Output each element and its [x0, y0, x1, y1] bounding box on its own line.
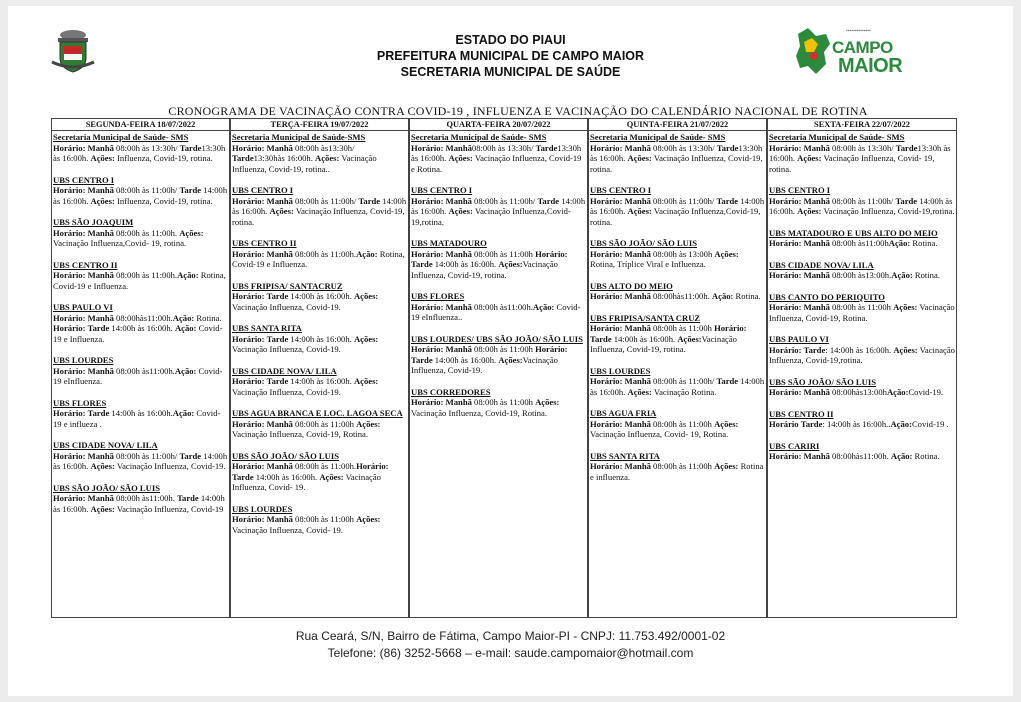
- unit-schedule: Horário: Tarde: 14:00h às 16:00h. Ações: Vacinação Influenza, Covid-19,rotina.: [769, 344, 955, 365]
- unit-name: UBS PAULO VI: [53, 302, 113, 312]
- unit-name: UBS SÃO JOÃO/ SÃO LUIS: [232, 450, 339, 461]
- unit-schedule: Horário: Manhã 08:00h às 11:00h/ Tarde 14:00h às 16:00h. Ações: Influenza, Covid-19, rotina.: [53, 185, 228, 206]
- unit-schedule: Horário: Manhã 08:00hàs11:00h. Ação: Rotina.: [769, 451, 940, 461]
- unit-entry: [232, 185, 407, 227]
- unit-name: UBS LOURDES: [232, 503, 293, 514]
- unit-entry: [232, 132, 407, 174]
- unit-schedule: Horário: Manhã 08:00h às 11:00h.Ação: Rotina, Covid-19 e Influenza.: [53, 270, 226, 291]
- unit-schedule: Horário: Manhã 08:00h às 11:00h Horário: Tarde 14:00h às 16:00h. Ações:Vacinação Influenza, Covid-19.: [411, 344, 568, 375]
- day-body: [231, 131, 408, 535]
- unit-entry: [769, 292, 955, 324]
- unit-schedule: Horário: Manhã 08:00hàs11:00h. Ação: Rotina.: [590, 291, 761, 301]
- unit-name: UBS MATADOURO: [411, 238, 487, 248]
- schedule-table: [51, 118, 957, 618]
- unit-entry: [590, 132, 765, 174]
- unit-schedule: Horário: Manhã 08:00h às11:00h.Ação: Covid- 19 eInfluenza.: [53, 365, 223, 386]
- unit-entry: [769, 377, 955, 398]
- unit-name: UBS CENTRO I: [232, 185, 294, 195]
- unit-name: UBS SÃO JOAQUIM: [53, 217, 134, 227]
- unit-schedule: Horário: Tarde 14:00h às 16:00h. Ações: Vacinação Influenza, Covid-19.: [232, 376, 379, 397]
- unit-entry: [53, 132, 228, 164]
- unit-schedule: Horário: Manhã 08:00hàs11:00h.Ação: Rotina. Horário: Tarde 14:00h às 16:00h. Ação: Covid-19 e Influenza.: [53, 312, 223, 344]
- unit-name: UBS CIDADE NOVA/ LILA: [769, 259, 874, 270]
- day-column: [230, 118, 409, 618]
- unit-entry: [769, 441, 955, 462]
- unit-entry: [769, 409, 955, 430]
- unit-name: UBS CENTRO I: [769, 185, 831, 195]
- unit-schedule: Horário: Manhã 08:00h às 11:00h/ Tarde 14:00h às 16:00h. Ações: Vacinação Influenza,Covid-19,rotina.: [411, 195, 586, 227]
- unit-name: UBS CENTRO I: [411, 185, 473, 195]
- unit-entry: [590, 185, 765, 227]
- unit-name: UBS CENTRO II: [769, 408, 834, 419]
- unit-schedule: Horário: Manhã 08:00h às 13:30h/ Tarde13:30h às 16:00h. Ações: Vacinação Influenza, Covid- 19, rotina.: [769, 142, 951, 174]
- unit-schedule: Horário: Tarde 14:00h às 16:00h. Ações: Vacinação Influenza, Covid-19.: [232, 333, 379, 354]
- unit-schedule: Horário: Manhã 08:00h às 13:00h Ações: Rotina, Tríplice Viral e Influenza.: [590, 248, 739, 269]
- unit-name: UBS SÃO JOÃO/ SÃO LUIS: [769, 376, 876, 387]
- logo-word-maior: MAIOR: [838, 55, 903, 77]
- unit-entry: [590, 451, 765, 483]
- unit-schedule: Horário Tarde: 14:00h às 16:00h..Ação:Covid-19 .: [769, 419, 949, 429]
- unit-name: UBS CENTRO I: [590, 185, 652, 195]
- unit-name: UBS CENTRO II: [53, 259, 118, 270]
- document-page: [8, 6, 1013, 696]
- unit-name: UBS FRIPISA/SANTA CRUZ: [590, 312, 701, 323]
- unit-name: UBS CIDADE NOVA/ LILA: [53, 440, 158, 450]
- unit-entry: [769, 185, 955, 217]
- unit-name: UBS AGUA BRANCA E LOC. LAGOA SECA: [232, 408, 403, 418]
- unit-name: UBS MATADOURO E UBS ALTO DO MEIO: [769, 227, 938, 238]
- unit-name: UBS SANTA RITA: [232, 323, 302, 333]
- day-header: QUARTA-FEIRA 20/07/2022: [410, 119, 587, 131]
- unit-name: UBS CARIRI: [769, 440, 820, 451]
- unit-entry: [590, 313, 765, 355]
- unit-schedule: Horário: Manhã 08:00h às 13:30h/ Tarde13:30h às 16:00h. Ações: Vacinação Influenza, Covid-19, rotina.: [590, 142, 763, 174]
- unit-schedule: Horário: Manhã 08:00h às 11:00h/ Tarde 14:00h às 16:00h. Ações: Vacinação Influenza, Covid-19,rotina.: [769, 195, 955, 216]
- day-header: SEGUNDA-FEIRA 18/07/2022: [52, 119, 229, 131]
- unit-schedule: Horário: Manhã 08:00h às 11:00h Horário: Tarde 14:00h às 16:00h. Ações:Vacinação Influenza, Covid-19, rotina.: [590, 323, 747, 354]
- logo-tagline: ▪▪▪▪▪▪▪▪▪▪▪▪▪▪: [846, 28, 871, 34]
- unit-name: UBS LOURDES: [590, 365, 651, 376]
- map-shape-icon: [790, 24, 836, 82]
- unit-name: UBS FLORES: [53, 397, 107, 408]
- unit-entry: [769, 228, 955, 249]
- unit-schedule: Horário: Manhã 08:00h às 11:00h. Ações: Vacinação Influenza,Covid- 19, rotina.: [53, 227, 204, 248]
- day-body: [52, 131, 229, 514]
- unit-entry: [411, 185, 586, 227]
- unit-schedule: Horário: Manhã 08:00h às 11:00h Ações: Vacinação Influenza, Covid-19, Rotina.: [411, 397, 560, 418]
- day-column: [409, 118, 588, 618]
- header-secretariat: SECRETARIA MUNICIPAL DE SAÚDE: [400, 65, 621, 79]
- unit-entry: [53, 440, 228, 472]
- unit-name: UBS FRIPISA/ SANTACRUZ: [232, 280, 343, 291]
- unit-entry: [232, 408, 407, 440]
- unit-entry: [53, 217, 228, 249]
- unit-name: Secretaria Municipal de Saúde- SMS: [590, 132, 726, 142]
- unit-name: UBS CIDADE NOVA/ LILA: [232, 365, 337, 376]
- unit-entry: [590, 238, 765, 270]
- schedule-title: CRONOGRAMA DE VACINAÇÃO CONTRA COVID-19 , INFLUENZA E VACINAÇÃO DO CALENDÁRIO NACIONAL DE ROTINA: [168, 104, 868, 118]
- day-column: [588, 118, 767, 618]
- day-header: TERÇA-FEIRA 19/07/2022: [231, 119, 408, 131]
- unit-name: UBS AGUA FRIA: [590, 408, 657, 418]
- unit-entry: [232, 323, 407, 355]
- day-body: [768, 131, 956, 462]
- unit-schedule: Horário: Manhã 08:00hàs13:00hAção:Covid-19.: [769, 387, 944, 397]
- unit-schedule: Horário: Manhã 08:00h às 11:00h/ Tarde 14:00h às 16:00h. Ações: Vacinação Influenza, Covid-19.: [53, 450, 228, 471]
- unit-entry: [411, 291, 586, 323]
- unit-schedule: Horário: Manhã 08:00h às 11:00h/ Tarde 14:00h às 16:00h. Ações: Vacinação Influenza,Covid-19, rotina.: [590, 195, 765, 227]
- unit-schedule: Horário: Manhã 08:00h às 11:00h Horário: Tarde 14:00h às 16:00h. Ações:Vacinação Influenza, Covid-19, rotina.: [411, 248, 568, 280]
- campo-maior-logo: [790, 24, 910, 82]
- unit-schedule: Horário: Manhã 08:00h às11:00hAção: Rotina.: [769, 238, 938, 248]
- unit-name: Secretaria Municipal de Saúde- SMS: [53, 132, 189, 142]
- unit-name: UBS SÃO JOÃO/ SÃO LUIS: [590, 238, 697, 248]
- unit-entry: [53, 483, 228, 515]
- unit-name: UBS CORREDORES: [411, 386, 491, 397]
- unit-entry: [411, 238, 586, 280]
- unit-name: UBS CENTRO I: [53, 174, 115, 185]
- unit-schedule: Horário: Manhã 08:00h às 11:00h Ações: Vacinação Influenza, Covid-19, Rotina.: [769, 302, 955, 323]
- unit-name: UBS LOURDES: [53, 355, 114, 365]
- unit-entry: [232, 238, 407, 270]
- unit-schedule: Horário: Manhã 08:00h às13:30h/ Tarde13:30hàs 16:00h. Ações: Vacinação Influenza, Covid-19, rotina..: [232, 142, 377, 174]
- header-state: ESTADO DO PIAUI: [455, 33, 566, 47]
- unit-entry: [53, 355, 228, 387]
- header-prefecture: PREFEITURA MUNICIPAL DE CAMPO MAIOR: [376, 49, 645, 63]
- unit-schedule: Horário: Manhã 08:00h às 11:00h/ Tarde 14:00h às 16:00h. Ações: Vacinação Influenza, Covid-19, rotina.: [232, 195, 407, 227]
- unit-name: Secretaria Municipal de Saúde-SMS: [232, 132, 366, 142]
- unit-schedule: Horário: Manhã 08:00h às11:00h.Ação: Covid- 19 eInfluenza..: [411, 301, 581, 322]
- unit-entry: [53, 398, 228, 430]
- unit-entry: [769, 334, 955, 366]
- unit-schedule: Horário: Manhã 08:00h às 13:30h/ Tarde13:30h às 16:00h. Ações: Influenza, Covid-19, rotina.: [53, 142, 226, 163]
- unit-entry: [590, 366, 765, 398]
- unit-entry: [590, 281, 765, 302]
- logo-word-campo: CAMPO: [832, 38, 893, 57]
- day-body: [410, 131, 587, 418]
- unit-entry: [769, 132, 955, 174]
- unit-entry: [411, 132, 586, 174]
- unit-name: UBS CANTO DO PERIQUITO: [769, 291, 885, 302]
- unit-entry: [232, 281, 407, 313]
- unit-entry: [411, 334, 586, 376]
- unit-schedule: Horário: Manhã 08:00h às11:00h. Tarde 14:00h às 16:00h. Ações: Vacinação Influenza, Covid-19: [53, 493, 225, 514]
- unit-schedule: Horário: Tarde 14:00h às 16:00h. Ações: Vacinação Influenza, Covid-19.: [232, 291, 379, 312]
- day-column: [767, 118, 957, 618]
- unit-schedule: Horário: Manhã 08:00h às 11:00h Ações: Vacinação Influenza, Covid- 19.: [232, 514, 381, 535]
- unit-entry: [411, 387, 586, 419]
- unit-name: UBS SANTA RITA: [590, 450, 660, 461]
- unit-name: UBS PAULO VI: [769, 334, 829, 344]
- unit-name: Secretaria Municipal de Saúde- SMS: [411, 132, 547, 142]
- day-body: [589, 131, 766, 482]
- document-footer: [8, 628, 1013, 662]
- day-header: SEXTA-FEIRA 22/07/2022: [768, 119, 956, 131]
- footer-contact: Telefone: (86) 3252-5668 – e-mail: saude.campomaior@hotmail.com: [327, 646, 694, 660]
- unit-name: UBS LOURDES/ UBS SÃO JOÃO/ SÃO LUIS: [411, 333, 583, 344]
- unit-entry: [53, 302, 228, 344]
- unit-schedule: Horário: Manhã 08:00h às 11:00h Ações: Rotina e influenza.: [590, 461, 764, 482]
- day-column: [51, 118, 230, 618]
- unit-entry: [232, 504, 407, 536]
- unit-schedule: Horário: Manhã 08:00h às 11:00h/ Tarde 14:00h às 16:00h. Ações: Vacinação Rotina.: [590, 376, 765, 397]
- unit-schedule: Horário: Manhã 08:00h às 11:00h Ações: Vacinação Influenza, Covid-19, Rotina.: [232, 418, 381, 439]
- unit-entry: [232, 366, 407, 398]
- unit-schedule: Horário: Manhã 08:00h às 11:00h Ações: Vacinação Influenza, Covid- 19, Rotina.: [590, 418, 739, 439]
- unit-schedule: Horário: Manhã 08:00h às 11:00h.Ação: Rotina, Covid-19 e Influenza.: [232, 248, 405, 269]
- unit-entry: [769, 260, 955, 281]
- unit-schedule: Horário: Manhã 08:00h às13:00h.Ação: Rotina.: [769, 270, 940, 280]
- unit-entry: [53, 260, 228, 292]
- unit-schedule: Horário: Manhã 08:00h às 11:00h.Horário: Tarde 14:00h às 16:00h. Ações: Vacinação Influenza, Covid- 19.: [232, 461, 389, 492]
- unit-name: UBS CENTRO II: [232, 238, 297, 248]
- unit-name: UBS ALTO DO MEIO: [590, 280, 673, 291]
- unit-schedule: Horário: Tarde 14:00h às 16:00h.Ação: Covid-19 e influeza .: [53, 408, 221, 429]
- unit-entry: [590, 408, 765, 440]
- unit-name: Secretaria Municipal de Saúde- SMS: [769, 132, 905, 142]
- unit-name: UBS FLORES: [411, 291, 465, 301]
- unit-name: UBS SÃO JOÃO/ SÃO LUIS: [53, 482, 160, 493]
- footer-address: Rua Ceará, S/N, Bairro de Fátima, Campo Maior-PI - CNPJ: 11.753.492/0001-02: [295, 629, 726, 643]
- unit-schedule: Horário: Manhã08:00h às 13:30h/ Tarde13:30h às 16:00h. Ações: Vacinação Influenza, Covid-19 e Rotina.: [411, 142, 582, 174]
- unit-entry: [53, 175, 228, 207]
- unit-entry: [232, 451, 407, 493]
- day-header: QUINTA-FEIRA 21/07/2022: [589, 119, 766, 131]
